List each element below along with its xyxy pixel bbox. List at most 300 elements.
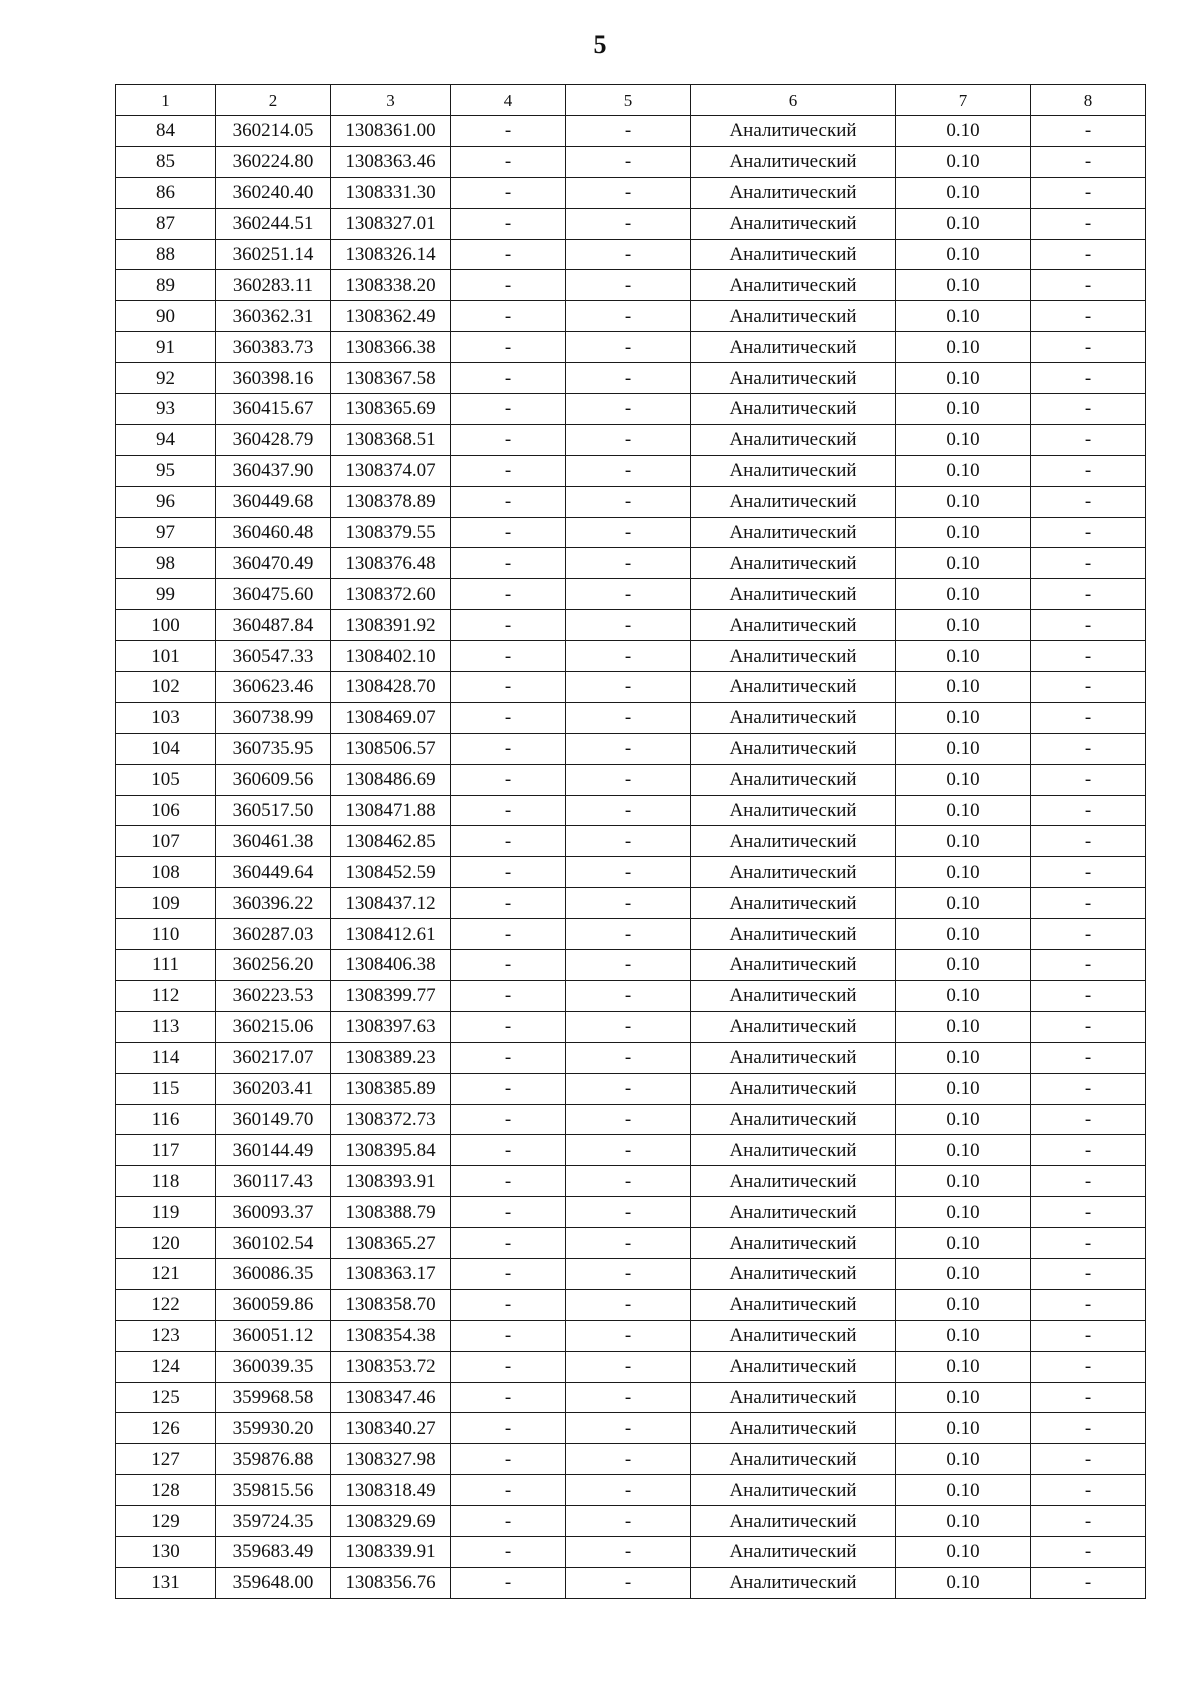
table-cell: - — [1031, 1351, 1146, 1382]
table-row — [116, 1073, 1146, 1104]
table-cell: - — [1031, 919, 1146, 950]
table-row — [116, 363, 1146, 394]
table-row — [116, 1351, 1146, 1382]
table-cell: - — [451, 455, 566, 486]
table-cell: 360144.49 — [216, 1135, 331, 1166]
table-cell: 0.10 — [896, 455, 1031, 486]
table-cell: 0.10 — [896, 1506, 1031, 1537]
table-cell: 0.10 — [896, 950, 1031, 981]
table-cell: 1308385.89 — [331, 1073, 451, 1104]
table-cell: - — [1031, 1567, 1146, 1598]
table-row — [116, 950, 1146, 981]
table-row — [116, 486, 1146, 517]
table-cell: - — [566, 116, 691, 147]
table-cell: Аналитический — [691, 1073, 896, 1104]
table-cell: - — [566, 1166, 691, 1197]
table-cell: - — [451, 579, 566, 610]
table-row — [116, 1506, 1146, 1537]
table-cell: 107 — [116, 826, 216, 857]
table-cell: - — [566, 857, 691, 888]
table-cell: - — [566, 888, 691, 919]
table-cell: - — [451, 919, 566, 950]
table-cell: Аналитический — [691, 1135, 896, 1166]
table-row — [116, 702, 1146, 733]
table-row — [116, 146, 1146, 177]
table-cell: 85 — [116, 146, 216, 177]
table-cell: - — [451, 1413, 566, 1444]
table-cell: - — [1031, 270, 1146, 301]
table-cell: - — [566, 1382, 691, 1413]
table-cell: 0.10 — [896, 795, 1031, 826]
table-row — [116, 1382, 1146, 1413]
table-cell: - — [451, 826, 566, 857]
table-cell: Аналитический — [691, 301, 896, 332]
table-cell: 95 — [116, 455, 216, 486]
table-cell: Аналитический — [691, 146, 896, 177]
table-cell: - — [1031, 1444, 1146, 1475]
table-cell: - — [1031, 394, 1146, 425]
table-cell: - — [566, 1228, 691, 1259]
table-cell: 360362.31 — [216, 301, 331, 332]
table-cell: - — [566, 1135, 691, 1166]
table-cell: 93 — [116, 394, 216, 425]
table-cell: 1308339.91 — [331, 1536, 451, 1567]
table-cell: - — [451, 548, 566, 579]
table-cell: Аналитический — [691, 1567, 896, 1598]
table-cell: - — [566, 1042, 691, 1073]
table-cell: - — [1031, 980, 1146, 1011]
table-cell: - — [566, 1104, 691, 1135]
table-cell: 359815.56 — [216, 1475, 331, 1506]
table-cell: 1308399.77 — [331, 980, 451, 1011]
table-cell: - — [566, 1289, 691, 1320]
table-cell: 1308506.57 — [331, 733, 451, 764]
table-cell: 0.10 — [896, 579, 1031, 610]
table-cell: - — [1031, 486, 1146, 517]
table-cell: - — [566, 764, 691, 795]
table-cell: 124 — [116, 1351, 216, 1382]
table-cell: 1308376.48 — [331, 548, 451, 579]
table-cell: - — [451, 1475, 566, 1506]
table-cell: - — [451, 363, 566, 394]
table-cell: - — [566, 919, 691, 950]
table-cell: - — [566, 1475, 691, 1506]
table-row — [116, 919, 1146, 950]
table-cell: - — [1031, 1413, 1146, 1444]
table-cell: - — [451, 146, 566, 177]
table-cell: 0.10 — [896, 394, 1031, 425]
table-cell: 1308354.38 — [331, 1320, 451, 1351]
table-cell: 360224.80 — [216, 146, 331, 177]
table-cell: 0.10 — [896, 980, 1031, 1011]
table-cell: Аналитический — [691, 394, 896, 425]
table-cell: 104 — [116, 733, 216, 764]
table-cell: - — [1031, 1228, 1146, 1259]
table-row — [116, 579, 1146, 610]
table-cell: - — [566, 455, 691, 486]
table-cell: 119 — [116, 1197, 216, 1228]
table-cell: - — [1031, 1073, 1146, 1104]
table-cell: - — [451, 177, 566, 208]
table-cell: - — [451, 980, 566, 1011]
table-cell: 96 — [116, 486, 216, 517]
table-cell: 360428.79 — [216, 424, 331, 455]
table-cell: 112 — [116, 980, 216, 1011]
table-cell: - — [566, 610, 691, 641]
table-cell: 360449.68 — [216, 486, 331, 517]
table-cell: 1308368.51 — [331, 424, 451, 455]
table-cell: 99 — [116, 579, 216, 610]
table-cell: 360287.03 — [216, 919, 331, 950]
table-cell: 0.10 — [896, 610, 1031, 641]
table-cell: 360470.49 — [216, 548, 331, 579]
table-cell: - — [451, 1506, 566, 1537]
table-cell: 131 — [116, 1567, 216, 1598]
table-cell: 1308469.07 — [331, 702, 451, 733]
table-cell: 0.10 — [896, 1536, 1031, 1567]
table-cell: 1308340.27 — [331, 1413, 451, 1444]
table-cell: 1308326.14 — [331, 239, 451, 270]
table-row — [116, 517, 1146, 548]
table-cell: - — [1031, 1475, 1146, 1506]
table-cell: - — [1031, 857, 1146, 888]
table-cell: Аналитический — [691, 1506, 896, 1537]
table-cell: 110 — [116, 919, 216, 950]
table-cell: - — [451, 702, 566, 733]
table-cell: - — [451, 270, 566, 301]
table-cell: 0.10 — [896, 1011, 1031, 1042]
table-cell: 0.10 — [896, 208, 1031, 239]
table-cell: 1308393.91 — [331, 1166, 451, 1197]
table-cell: Аналитический — [691, 486, 896, 517]
table-row — [116, 1228, 1146, 1259]
table-cell: - — [566, 301, 691, 332]
column-header: 8 — [1031, 85, 1146, 116]
table-cell: 128 — [116, 1475, 216, 1506]
table-cell: - — [1031, 1289, 1146, 1320]
table-cell: - — [1031, 1104, 1146, 1135]
table-cell: 0.10 — [896, 1104, 1031, 1135]
table-cell: 360487.84 — [216, 610, 331, 641]
table-cell: - — [1031, 146, 1146, 177]
table-cell: 1308327.01 — [331, 208, 451, 239]
table-row — [116, 764, 1146, 795]
table-cell: 1308372.60 — [331, 579, 451, 610]
table-cell: - — [451, 239, 566, 270]
table-cell: 360461.38 — [216, 826, 331, 857]
table-row — [116, 641, 1146, 672]
table-cell: 1308428.70 — [331, 672, 451, 703]
table-row — [116, 1135, 1146, 1166]
table-cell: 125 — [116, 1382, 216, 1413]
table-cell: 0.10 — [896, 826, 1031, 857]
table-cell: - — [1031, 517, 1146, 548]
table-cell: - — [451, 795, 566, 826]
table-cell: - — [451, 888, 566, 919]
table-cell: 1308338.20 — [331, 270, 451, 301]
table-cell: Аналитический — [691, 548, 896, 579]
table-cell: - — [1031, 301, 1146, 332]
table-cell: - — [451, 610, 566, 641]
table-row — [116, 1320, 1146, 1351]
table-row — [116, 177, 1146, 208]
table-cell: - — [1031, 579, 1146, 610]
table-cell: Аналитический — [691, 826, 896, 857]
table-cell: Аналитический — [691, 672, 896, 703]
table-cell: 0.10 — [896, 239, 1031, 270]
table-cell: - — [451, 1011, 566, 1042]
table-cell: 84 — [116, 116, 216, 147]
table-cell: 98 — [116, 548, 216, 579]
table-cell: - — [1031, 455, 1146, 486]
table-cell: - — [566, 1413, 691, 1444]
table-cell: - — [566, 950, 691, 981]
table-cell: - — [1031, 1042, 1146, 1073]
table-cell: - — [566, 795, 691, 826]
table-cell: 1308378.89 — [331, 486, 451, 517]
table-cell: 0.10 — [896, 116, 1031, 147]
table-cell: - — [1031, 641, 1146, 672]
table-cell: Аналитический — [691, 455, 896, 486]
table-cell: - — [566, 517, 691, 548]
table-cell: 0.10 — [896, 1382, 1031, 1413]
table-cell: - — [451, 394, 566, 425]
table-row — [116, 239, 1146, 270]
table-cell: Аналитический — [691, 610, 896, 641]
table-cell: 0.10 — [896, 270, 1031, 301]
table-cell: - — [566, 363, 691, 394]
table-cell: Аналитический — [691, 1536, 896, 1567]
table-cell: 359683.49 — [216, 1536, 331, 1567]
table-cell: 360039.35 — [216, 1351, 331, 1382]
table-header-row — [116, 85, 1146, 116]
table-cell: - — [1031, 702, 1146, 733]
table-cell: - — [566, 1320, 691, 1351]
table-row — [116, 1289, 1146, 1320]
table-row — [116, 980, 1146, 1011]
table-cell: 360396.22 — [216, 888, 331, 919]
table-cell: - — [451, 1320, 566, 1351]
table-cell: 360517.50 — [216, 795, 331, 826]
table-cell: - — [566, 486, 691, 517]
table-cell: 0.10 — [896, 1197, 1031, 1228]
table-cell: 0.10 — [896, 1042, 1031, 1073]
table-cell: 360217.07 — [216, 1042, 331, 1073]
table-cell: 1308412.61 — [331, 919, 451, 950]
table-cell: - — [1031, 795, 1146, 826]
table-cell: - — [566, 1073, 691, 1104]
table-cell: 0.10 — [896, 1228, 1031, 1259]
table-cell: 101 — [116, 641, 216, 672]
table-cell: - — [451, 301, 566, 332]
table-cell: - — [566, 579, 691, 610]
table-cell: 1308379.55 — [331, 517, 451, 548]
table-cell: 109 — [116, 888, 216, 919]
table-cell: 360738.99 — [216, 702, 331, 733]
table-row — [116, 548, 1146, 579]
column-header: 3 — [331, 85, 451, 116]
table-cell: - — [1031, 672, 1146, 703]
table-cell: 0.10 — [896, 1567, 1031, 1598]
table-cell: 0.10 — [896, 919, 1031, 950]
table-cell: Аналитический — [691, 332, 896, 363]
table-cell: 0.10 — [896, 888, 1031, 919]
table-cell: 108 — [116, 857, 216, 888]
table-cell: - — [451, 424, 566, 455]
table-row — [116, 888, 1146, 919]
table-cell: - — [566, 1351, 691, 1382]
table-row — [116, 270, 1146, 301]
table-cell: 130 — [116, 1536, 216, 1567]
table-row — [116, 1197, 1146, 1228]
table-cell: 127 — [116, 1444, 216, 1475]
table-cell: - — [566, 1011, 691, 1042]
table-cell: - — [451, 1104, 566, 1135]
table-cell: 1308462.85 — [331, 826, 451, 857]
column-header: 6 — [691, 85, 896, 116]
table-cell: - — [1031, 1258, 1146, 1289]
table-cell: 87 — [116, 208, 216, 239]
table-cell: - — [566, 672, 691, 703]
table-cell: 1308366.38 — [331, 332, 451, 363]
table-cell: Аналитический — [691, 1351, 896, 1382]
table-cell: - — [566, 641, 691, 672]
table-cell: - — [451, 332, 566, 363]
column-header: 4 — [451, 85, 566, 116]
table-cell: - — [1031, 1197, 1146, 1228]
table-cell: 360240.40 — [216, 177, 331, 208]
table-cell: Аналитический — [691, 579, 896, 610]
table-cell: 1308353.72 — [331, 1351, 451, 1382]
table-cell: - — [566, 332, 691, 363]
table-cell: 360102.54 — [216, 1228, 331, 1259]
table-cell: 0.10 — [896, 702, 1031, 733]
table-row — [116, 116, 1146, 147]
table-cell: 1308365.27 — [331, 1228, 451, 1259]
table-cell: 0.10 — [896, 1166, 1031, 1197]
table-cell: - — [566, 270, 691, 301]
table-row — [116, 394, 1146, 425]
table-cell: 360244.51 — [216, 208, 331, 239]
table-cell: - — [1031, 1166, 1146, 1197]
table-cell: 1308388.79 — [331, 1197, 451, 1228]
table-cell: 0.10 — [896, 548, 1031, 579]
column-header: 2 — [216, 85, 331, 116]
table-cell: - — [566, 177, 691, 208]
table-cell: - — [566, 1567, 691, 1598]
table-cell: 360093.37 — [216, 1197, 331, 1228]
table-cell: 121 — [116, 1258, 216, 1289]
table-cell: - — [451, 1166, 566, 1197]
table-cell: - — [1031, 1382, 1146, 1413]
table-cell: 0.10 — [896, 1444, 1031, 1475]
table-row — [116, 1011, 1146, 1042]
table-cell: 1308437.12 — [331, 888, 451, 919]
table-cell: 1308406.38 — [331, 950, 451, 981]
table-cell: - — [451, 950, 566, 981]
table-cell: 126 — [116, 1413, 216, 1444]
table-cell: Аналитический — [691, 270, 896, 301]
table-cell: - — [566, 146, 691, 177]
table-row — [116, 1413, 1146, 1444]
table-row — [116, 1475, 1146, 1506]
table-cell: - — [451, 1073, 566, 1104]
table-cell: Аналитический — [691, 641, 896, 672]
table-cell: 360415.67 — [216, 394, 331, 425]
table-cell: 1308452.59 — [331, 857, 451, 888]
table-cell: 89 — [116, 270, 216, 301]
table-cell: Аналитический — [691, 702, 896, 733]
table-cell: Аналитический — [691, 1197, 896, 1228]
table-cell: 360547.33 — [216, 641, 331, 672]
table-cell: Аналитический — [691, 1444, 896, 1475]
table-cell: - — [451, 672, 566, 703]
table-cell: - — [1031, 116, 1146, 147]
table-cell: - — [1031, 1506, 1146, 1537]
table-cell: 360475.60 — [216, 579, 331, 610]
table-cell: 0.10 — [896, 486, 1031, 517]
table-cell: - — [1031, 1011, 1146, 1042]
table-cell: - — [451, 116, 566, 147]
table-cell: 360214.05 — [216, 116, 331, 147]
table-cell: - — [451, 1567, 566, 1598]
table-cell: 1308327.98 — [331, 1444, 451, 1475]
table-cell: 115 — [116, 1073, 216, 1104]
table-cell: - — [566, 394, 691, 425]
table-cell: 360223.53 — [216, 980, 331, 1011]
table-cell: 360149.70 — [216, 1104, 331, 1135]
table-cell: - — [451, 1228, 566, 1259]
table-cell: Аналитический — [691, 764, 896, 795]
table-cell: - — [451, 208, 566, 239]
table-cell: Аналитический — [691, 1382, 896, 1413]
table-cell: 360398.16 — [216, 363, 331, 394]
table-cell: 359930.20 — [216, 1413, 331, 1444]
table-row — [116, 826, 1146, 857]
table-cell: - — [451, 1382, 566, 1413]
table-cell: 118 — [116, 1166, 216, 1197]
table-cell: 360059.86 — [216, 1289, 331, 1320]
table-cell: 360203.41 — [216, 1073, 331, 1104]
table-cell: 116 — [116, 1104, 216, 1135]
table-cell: - — [566, 733, 691, 764]
table-cell: - — [566, 239, 691, 270]
table-cell: - — [566, 1197, 691, 1228]
table-cell: Аналитический — [691, 1413, 896, 1444]
table-cell: 113 — [116, 1011, 216, 1042]
table-row — [116, 1042, 1146, 1073]
table-cell: Аналитический — [691, 1166, 896, 1197]
table-cell: Аналитический — [691, 919, 896, 950]
table-row — [116, 455, 1146, 486]
table-cell: 100 — [116, 610, 216, 641]
table-cell: 360251.14 — [216, 239, 331, 270]
table-cell: 0.10 — [896, 1320, 1031, 1351]
table-row — [116, 795, 1146, 826]
table-cell: 360460.48 — [216, 517, 331, 548]
table-cell: - — [1031, 764, 1146, 795]
table-cell: - — [1031, 826, 1146, 857]
table-cell: 105 — [116, 764, 216, 795]
page-number: 5 — [593, 30, 607, 59]
table-row — [116, 1258, 1146, 1289]
table-row — [116, 1166, 1146, 1197]
table-row — [116, 672, 1146, 703]
table-cell: 0.10 — [896, 733, 1031, 764]
coordinates-table — [115, 84, 1146, 1599]
table-cell: - — [451, 764, 566, 795]
table-cell: 0.10 — [896, 857, 1031, 888]
